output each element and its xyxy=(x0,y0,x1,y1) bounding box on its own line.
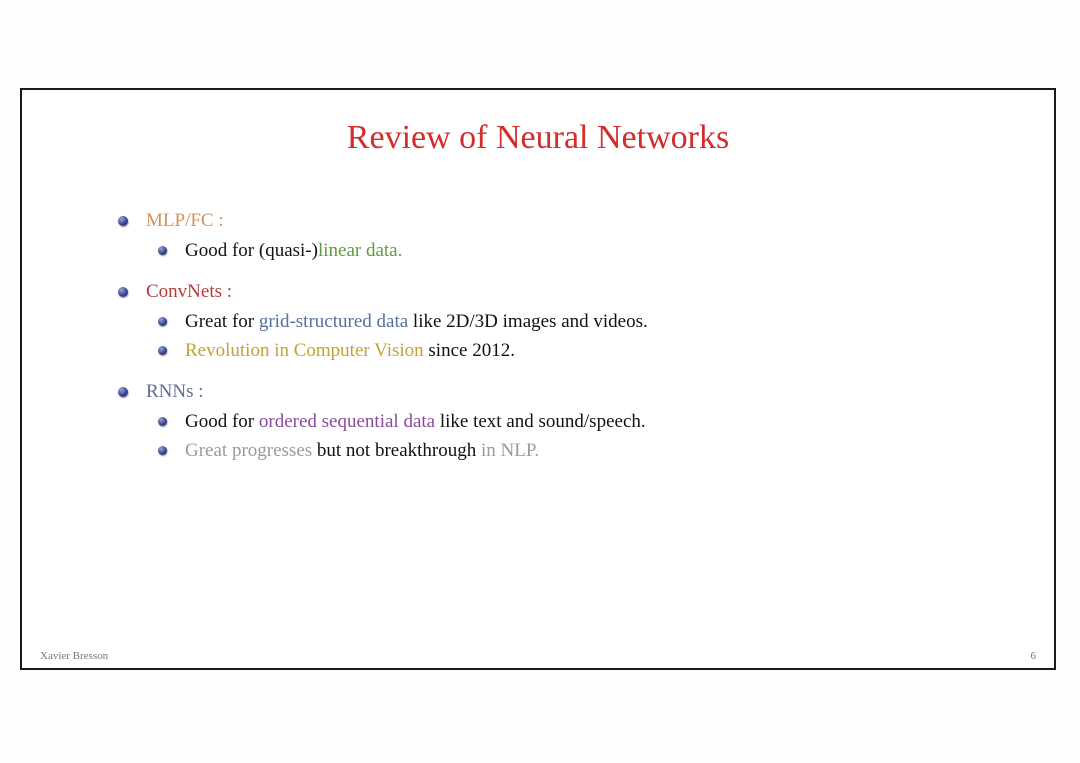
bullet-item-rnns xyxy=(118,377,1018,465)
sub-highlight: ordered sequential data xyxy=(258,411,436,432)
sub-highlight: in NLP. xyxy=(481,440,540,461)
bullet-icon xyxy=(158,417,167,426)
sub-item xyxy=(146,407,1018,436)
sub-list xyxy=(146,236,1018,265)
slide-title: Review of Neural Networks xyxy=(346,119,730,156)
sub-highlight: grid-structured data xyxy=(258,311,409,332)
sub-list xyxy=(146,307,1018,365)
sub-text: since 2012. xyxy=(423,340,515,361)
footer-page-number: 6 xyxy=(1030,650,1036,662)
sub-highlight: Revolution in Computer Vision xyxy=(185,340,424,361)
sub-text: like 2D/3D images and videos. xyxy=(408,311,648,332)
slide-frame xyxy=(20,88,1056,670)
item-heading: RNNs : xyxy=(146,381,204,402)
sub-text: Good for (quasi-) xyxy=(185,240,318,261)
footer-author: Xavier Bresson xyxy=(40,650,109,662)
bullet-list xyxy=(118,206,1018,465)
sub-highlight: Great progresses xyxy=(185,440,313,461)
sub-item xyxy=(146,336,1018,365)
bullet-icon xyxy=(158,317,167,326)
bullet-icon xyxy=(158,246,167,255)
sub-item xyxy=(146,436,1018,465)
bullet-icon xyxy=(118,387,128,397)
sub-text: Good for xyxy=(185,411,259,432)
bullet-icon xyxy=(118,216,128,226)
item-heading: ConvNets : xyxy=(146,281,233,302)
bullet-icon xyxy=(158,446,167,455)
sub-item xyxy=(146,307,1018,336)
sub-item xyxy=(146,236,1018,265)
sub-highlight: linear data. xyxy=(317,240,403,261)
bullet-icon xyxy=(118,287,128,297)
bullet-icon xyxy=(158,346,167,355)
item-heading: MLP/FC : xyxy=(146,210,224,231)
sub-text: but not breakthrough xyxy=(312,440,482,461)
bullet-item-convnets xyxy=(118,277,1018,365)
sub-list xyxy=(146,407,1018,465)
bullet-item-mlp xyxy=(118,206,1018,265)
sub-text: Great for xyxy=(185,311,259,332)
sub-text: like text and sound/speech. xyxy=(435,411,646,432)
